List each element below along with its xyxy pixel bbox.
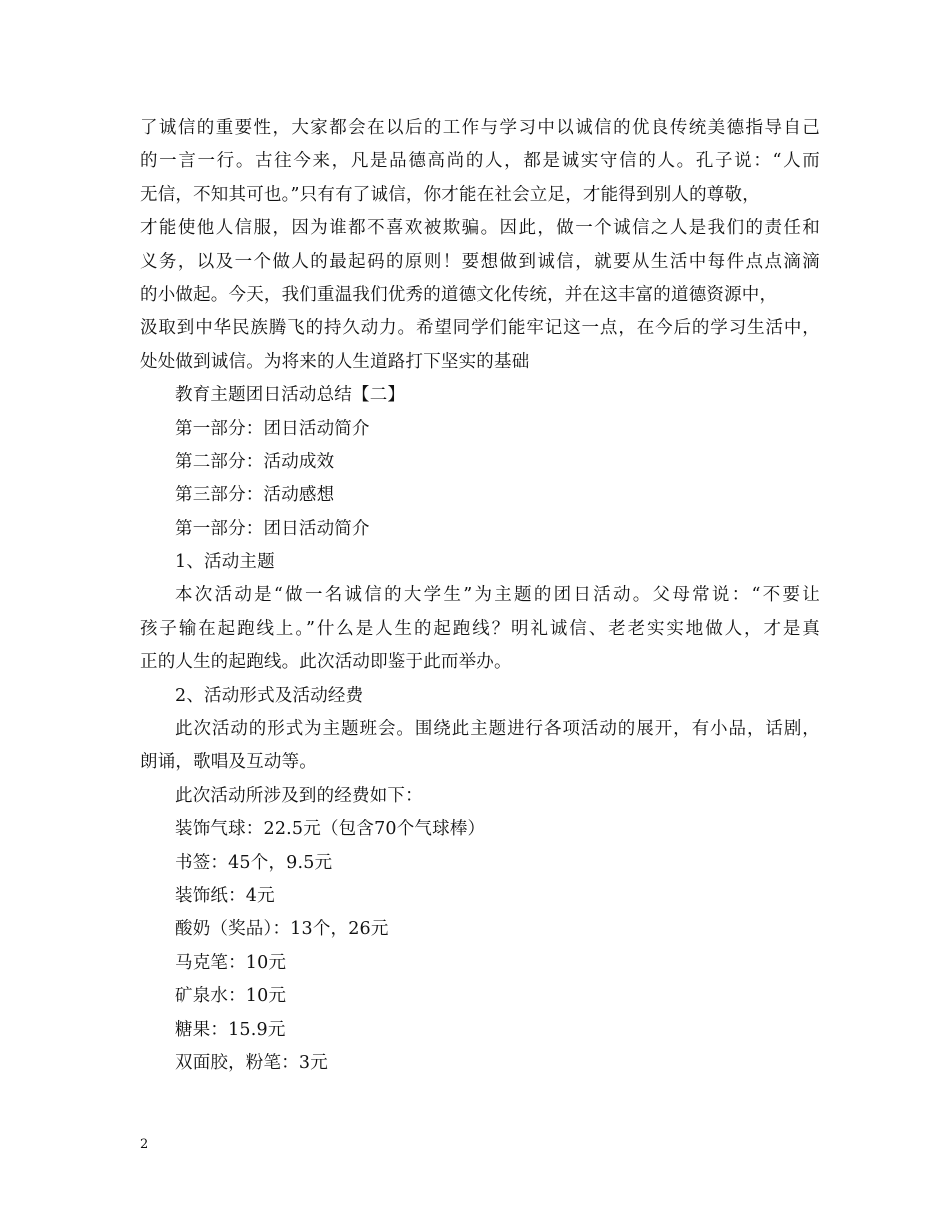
text-line: 第二部分：活动成效 (175, 451, 335, 472)
text-line: 汲取到中华民族腾飞的持久动力。希望同学们能牢记这一点，在今后的学习生活中， (140, 318, 820, 339)
text-line: 酸奶（奖品）：13个，26元 (175, 919, 389, 940)
text-line: 书签：45个，9.5元 (175, 852, 333, 873)
text-line: 处处做到诚信。为将来的人生道路打下坚实的基础 (140, 351, 530, 372)
text-line: 正的人生的起跑线。此次活动即鉴于此而举办。 (140, 652, 512, 673)
text-line: 装饰气球：22.5元（包含70个气球棒） (175, 819, 486, 840)
text-line: 才能使他人信服，因为谁都不喜欢被欺骗。因此，做一个诚信之人是我们的责任和 (140, 218, 820, 239)
text-line: 教育主题团日活动总结【二】 (175, 385, 406, 406)
text-line: 糖果：15.9元 (175, 1019, 286, 1040)
text-line: 此次活动的形式为主题班会。围绕此主题进行各项活动的展开，有小品，话剧， (175, 719, 820, 740)
text-line: 第三部分：活动感想 (175, 485, 335, 506)
text-line: 此次活动所涉及到的经费如下： (175, 785, 423, 806)
text-line: 本次活动是“做一名诚信的大学生”为主题的团日活动。父母常说：“不要让 (175, 585, 820, 606)
text-line: 的小做起。今天，我们重温我们优秀的道德文化传统，并在这丰富的道德资源中， (140, 284, 778, 305)
text-line: 双面胶，粉笔：3元 (175, 1052, 328, 1073)
document-body (140, 112, 820, 1080)
text-line: 1、活动主题 (175, 552, 275, 573)
text-line: 马克笔：10元 (175, 952, 287, 973)
text-line: 义务，以及一个做人的最起码的原则！要想做到诚信，就要从生活中每件点点滴滴 (140, 251, 820, 272)
text-line: 朗诵，歌唱及互动等。 (140, 752, 317, 773)
text-line: 2、活动形式及活动经费 (175, 685, 364, 706)
text-line: 矿泉水：10元 (175, 986, 287, 1007)
text-line: 第一部分：团日活动简介 (175, 518, 370, 539)
text-line: 装饰纸：4元 (175, 885, 275, 906)
text-line: 孩子输在起跑线上。”什么是人生的起跑线？明礼诚信、老老实实地做人，才是真 (140, 618, 820, 639)
text-line: 第一部分：团日活动简介 (175, 418, 370, 439)
text-line: 了诚信的重要性，大家都会在以后的工作与学习中以诚信的优良传统美德指导自己 (140, 118, 820, 138)
text-line: 无信，不知其可也。”只有有了诚信，你才能在社会立足，才能得到别人的尊敬， (140, 184, 760, 205)
page-number: 2 (140, 1137, 149, 1152)
text-line: 的一言一行。古往今来，凡是品德高尚的人，都是诚实守信的人。孔子说：“人而 (140, 151, 820, 172)
